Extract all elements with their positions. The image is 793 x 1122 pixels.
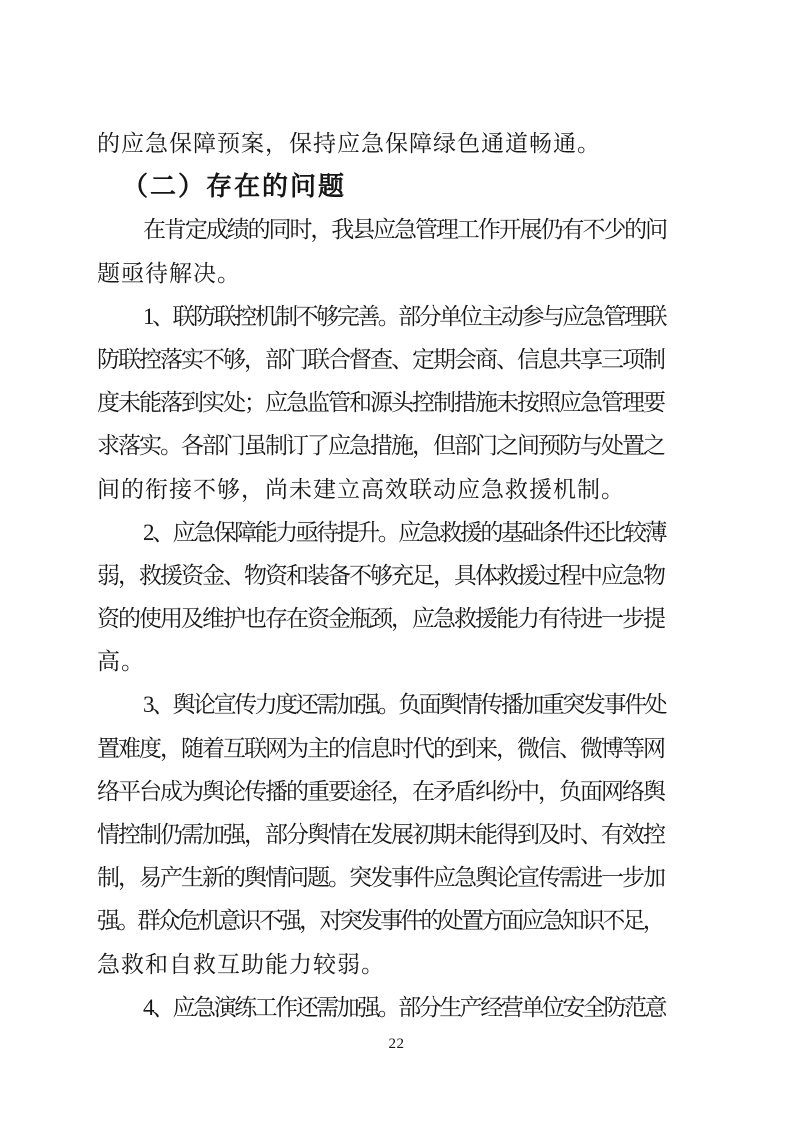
text-line [97,813,691,856]
text-line [97,597,691,640]
text-line [97,511,691,554]
paragraph [97,511,691,684]
text-line [97,899,691,942]
text-run: 度未能落到实处；应急监管和源头控制措施未按照应急管理要 [97,390,664,416]
text-line [97,640,691,683]
text-line [97,468,691,511]
heading-line [97,165,691,208]
paragraph [97,683,691,985]
text-run: 求落实。各部门虽制订了应急措施，但部门之间预防与处置之 [97,433,664,459]
text-run: （二）存在的问题 [122,172,347,202]
paragraph-continuation [97,122,691,165]
text-line [97,727,691,770]
text-line [97,554,691,597]
text-run: 3、舆论宣传力度还需加强。负面舆情传播加重突发事件处 [143,692,666,718]
text-run: 弱，救援资金、物资和装备不够充足，具体救援过程中应急物 [97,562,664,588]
text-run: 置难度，随着互联网为主的信息时代的到来，微信、微博等网 [97,735,664,761]
text-run: 制，易产生新的舆情问题。突发事件应急舆论宣传需进一步加 [97,865,664,891]
paragraph [97,986,691,1029]
text-line [97,856,691,899]
page-number: 22 [388,1036,405,1052]
text-line [97,943,691,986]
text-run: 情控制仍需加强，部分舆情在发展初期未能得到及时、有效控 [97,822,664,847]
text-run: 间的衔接不够，尚未建立高效联动应急救援机制。 [97,476,625,502]
text-run: 防联控落实不够，部门联合督查、定期会商、信息共享三项制 [97,346,664,372]
text-line [97,986,691,1029]
document-body [97,122,691,1029]
text-line [97,381,691,424]
text-run: 在肯定成绩的同时，我县应急管理工作开展仍有不少的问 [143,217,667,243]
text-run: 题亟待解决。 [97,260,241,286]
text-line [97,122,691,165]
paragraph [97,208,691,294]
text-run: 高。 [97,649,145,675]
text-line [97,208,691,251]
text-line [97,424,691,467]
text-line [97,770,691,813]
text-line [97,683,691,726]
text-line [97,252,691,295]
text-run: 4、应急演练工作还需加强。部分生产经营单位安全防范意 [143,994,666,1020]
section-heading [97,165,691,208]
paragraph [97,295,691,511]
text-run: 资的使用及维护也存在资金瓶颈，应急救援能力有待进一步提 [97,606,664,632]
text-run: 1、联防联控机制不够完善。部分单位主动参与应急管理联 [143,303,666,329]
text-line [97,295,691,338]
text-run: 急救和自救互助能力较弱。 [97,951,385,977]
text-run: 的应急保障预案，保持应急保障绿色通道畅通。 [97,131,601,156]
text-run: 络平台成为舆论传播的重要途径，在矛盾纠纷中，负面网络舆 [97,778,664,804]
text-line [97,338,691,381]
text-run: 2、应急保障能力亟待提升。应急救援的基础条件还比较薄 [143,519,666,545]
text-run: 强。群众危机意识不强，对突发事件的处置方面应急知识不足， [97,908,664,934]
